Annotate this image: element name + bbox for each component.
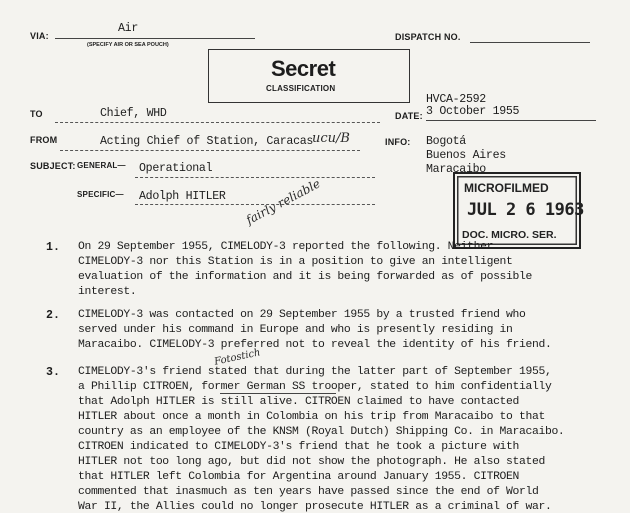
p3-line: CIMELODY-3's friend stated that during the latter part of September 1955,	[78, 366, 552, 378]
dispatch-rule	[470, 42, 590, 43]
p3-line: country as an employee of the KNSM (Royal Dutch) Shipping Co. in Maracaibo.	[78, 426, 565, 438]
to-rule	[55, 122, 380, 123]
info-buenos-aires: Buenos Aires	[426, 149, 506, 162]
via-subtext: (SPECIFY AIR OR SEA POUCH)	[87, 42, 169, 48]
date-value: 3 October 1955	[426, 105, 520, 118]
specific-value: Adolph HITLER	[139, 190, 226, 203]
p3-line: that Adolph HITLER is still alive. CITROEN claimed to have contacted	[78, 396, 520, 408]
classification-box	[208, 49, 410, 103]
p3-line: a Phillip CITROEN, former German SS trooper, stated to him confidentially	[78, 381, 552, 393]
specific-rule	[135, 204, 375, 205]
stamp-footer: DOC. MICRO. SER.	[462, 229, 557, 241]
general-value: Operational	[139, 162, 213, 175]
from-handwritten-note: ucu/B	[312, 131, 350, 146]
microfilmed-stamp	[453, 172, 584, 249]
info-label: INFO:	[385, 137, 411, 147]
to-label: TO	[30, 109, 43, 119]
from-rule	[60, 150, 360, 151]
classification-title: Secret	[271, 56, 336, 81]
p1-line: CIMELODY-3 nor this Station is in a position to give an intelligent	[78, 256, 513, 268]
via-value: Air	[118, 22, 138, 35]
via-label: VIA:	[30, 31, 49, 41]
p2-line: CIMELODY-3 was contacted on 29 September 1955 by a trusted friend who	[78, 309, 526, 321]
date-rule	[426, 120, 596, 121]
p3-line: HITLER not too long ago, but did not show the photograph. He also stated	[78, 456, 545, 468]
from-label: FROM	[30, 135, 58, 145]
specific-label: SPECIFIC—	[77, 190, 124, 199]
p3-line: HITLER about once a month in Colombia on his trip from Maracaibo to that	[78, 411, 545, 423]
p1-line: interest.	[78, 286, 137, 298]
paragraph-number-2: 2.	[46, 309, 60, 322]
general-rule	[135, 177, 375, 178]
p3-line: that HITLER left Colombia for Argentina around January 1955. CITROEN	[78, 471, 520, 483]
handwritten-reliability-note: fairly reliable	[243, 176, 323, 228]
p3-handwritten-insert: Fotostich	[213, 347, 262, 368]
classification-label: CLASSIFICATION	[266, 84, 336, 93]
dispatch-number: HVCA-2592	[426, 93, 486, 106]
p1-line: On 29 September 1955, CIMELODY-3 reported the following. Neither	[78, 241, 494, 253]
dispatch-label: DISPATCH NO.	[395, 32, 461, 42]
info-maracaibo: Maracaibo	[426, 163, 486, 173]
date-label: DATE:	[395, 111, 423, 121]
from-value: Acting Chief of Station, Caracas	[100, 135, 314, 148]
stamp-date: JUL 2 6 1963	[467, 200, 584, 220]
general-label: GENERAL—	[77, 161, 126, 170]
p3-line: CITROEN indicated to CIMELODY-3's friend that he took a picture with	[78, 441, 520, 453]
p2-line: Maracaibo. CIMELODY-3 preferred not to reveal the identity of his friend.	[78, 339, 552, 351]
p2-line: served under his command in Europe and who is presently residing in	[78, 324, 513, 336]
underline-mark	[220, 393, 336, 394]
via-rule	[55, 38, 255, 39]
p1-line: evaluation of the information and it is being forwarded as of possible	[78, 271, 532, 283]
paragraph-number-1: 1.	[46, 241, 60, 254]
info-bogota: Bogotá	[426, 135, 466, 148]
paragraph-number-3: 3.	[46, 366, 60, 379]
subject-label: SUBJECT:	[30, 161, 76, 171]
p3-line: War II, the Allies could no longer prosecute HITLER as a criminal of war.	[78, 501, 552, 513]
p3-line: commented that inasmuch as ten years have passed since the end of World	[78, 486, 539, 498]
to-value: Chief, WHD	[100, 107, 167, 120]
stamp-title: MICROFILMED	[464, 181, 549, 195]
